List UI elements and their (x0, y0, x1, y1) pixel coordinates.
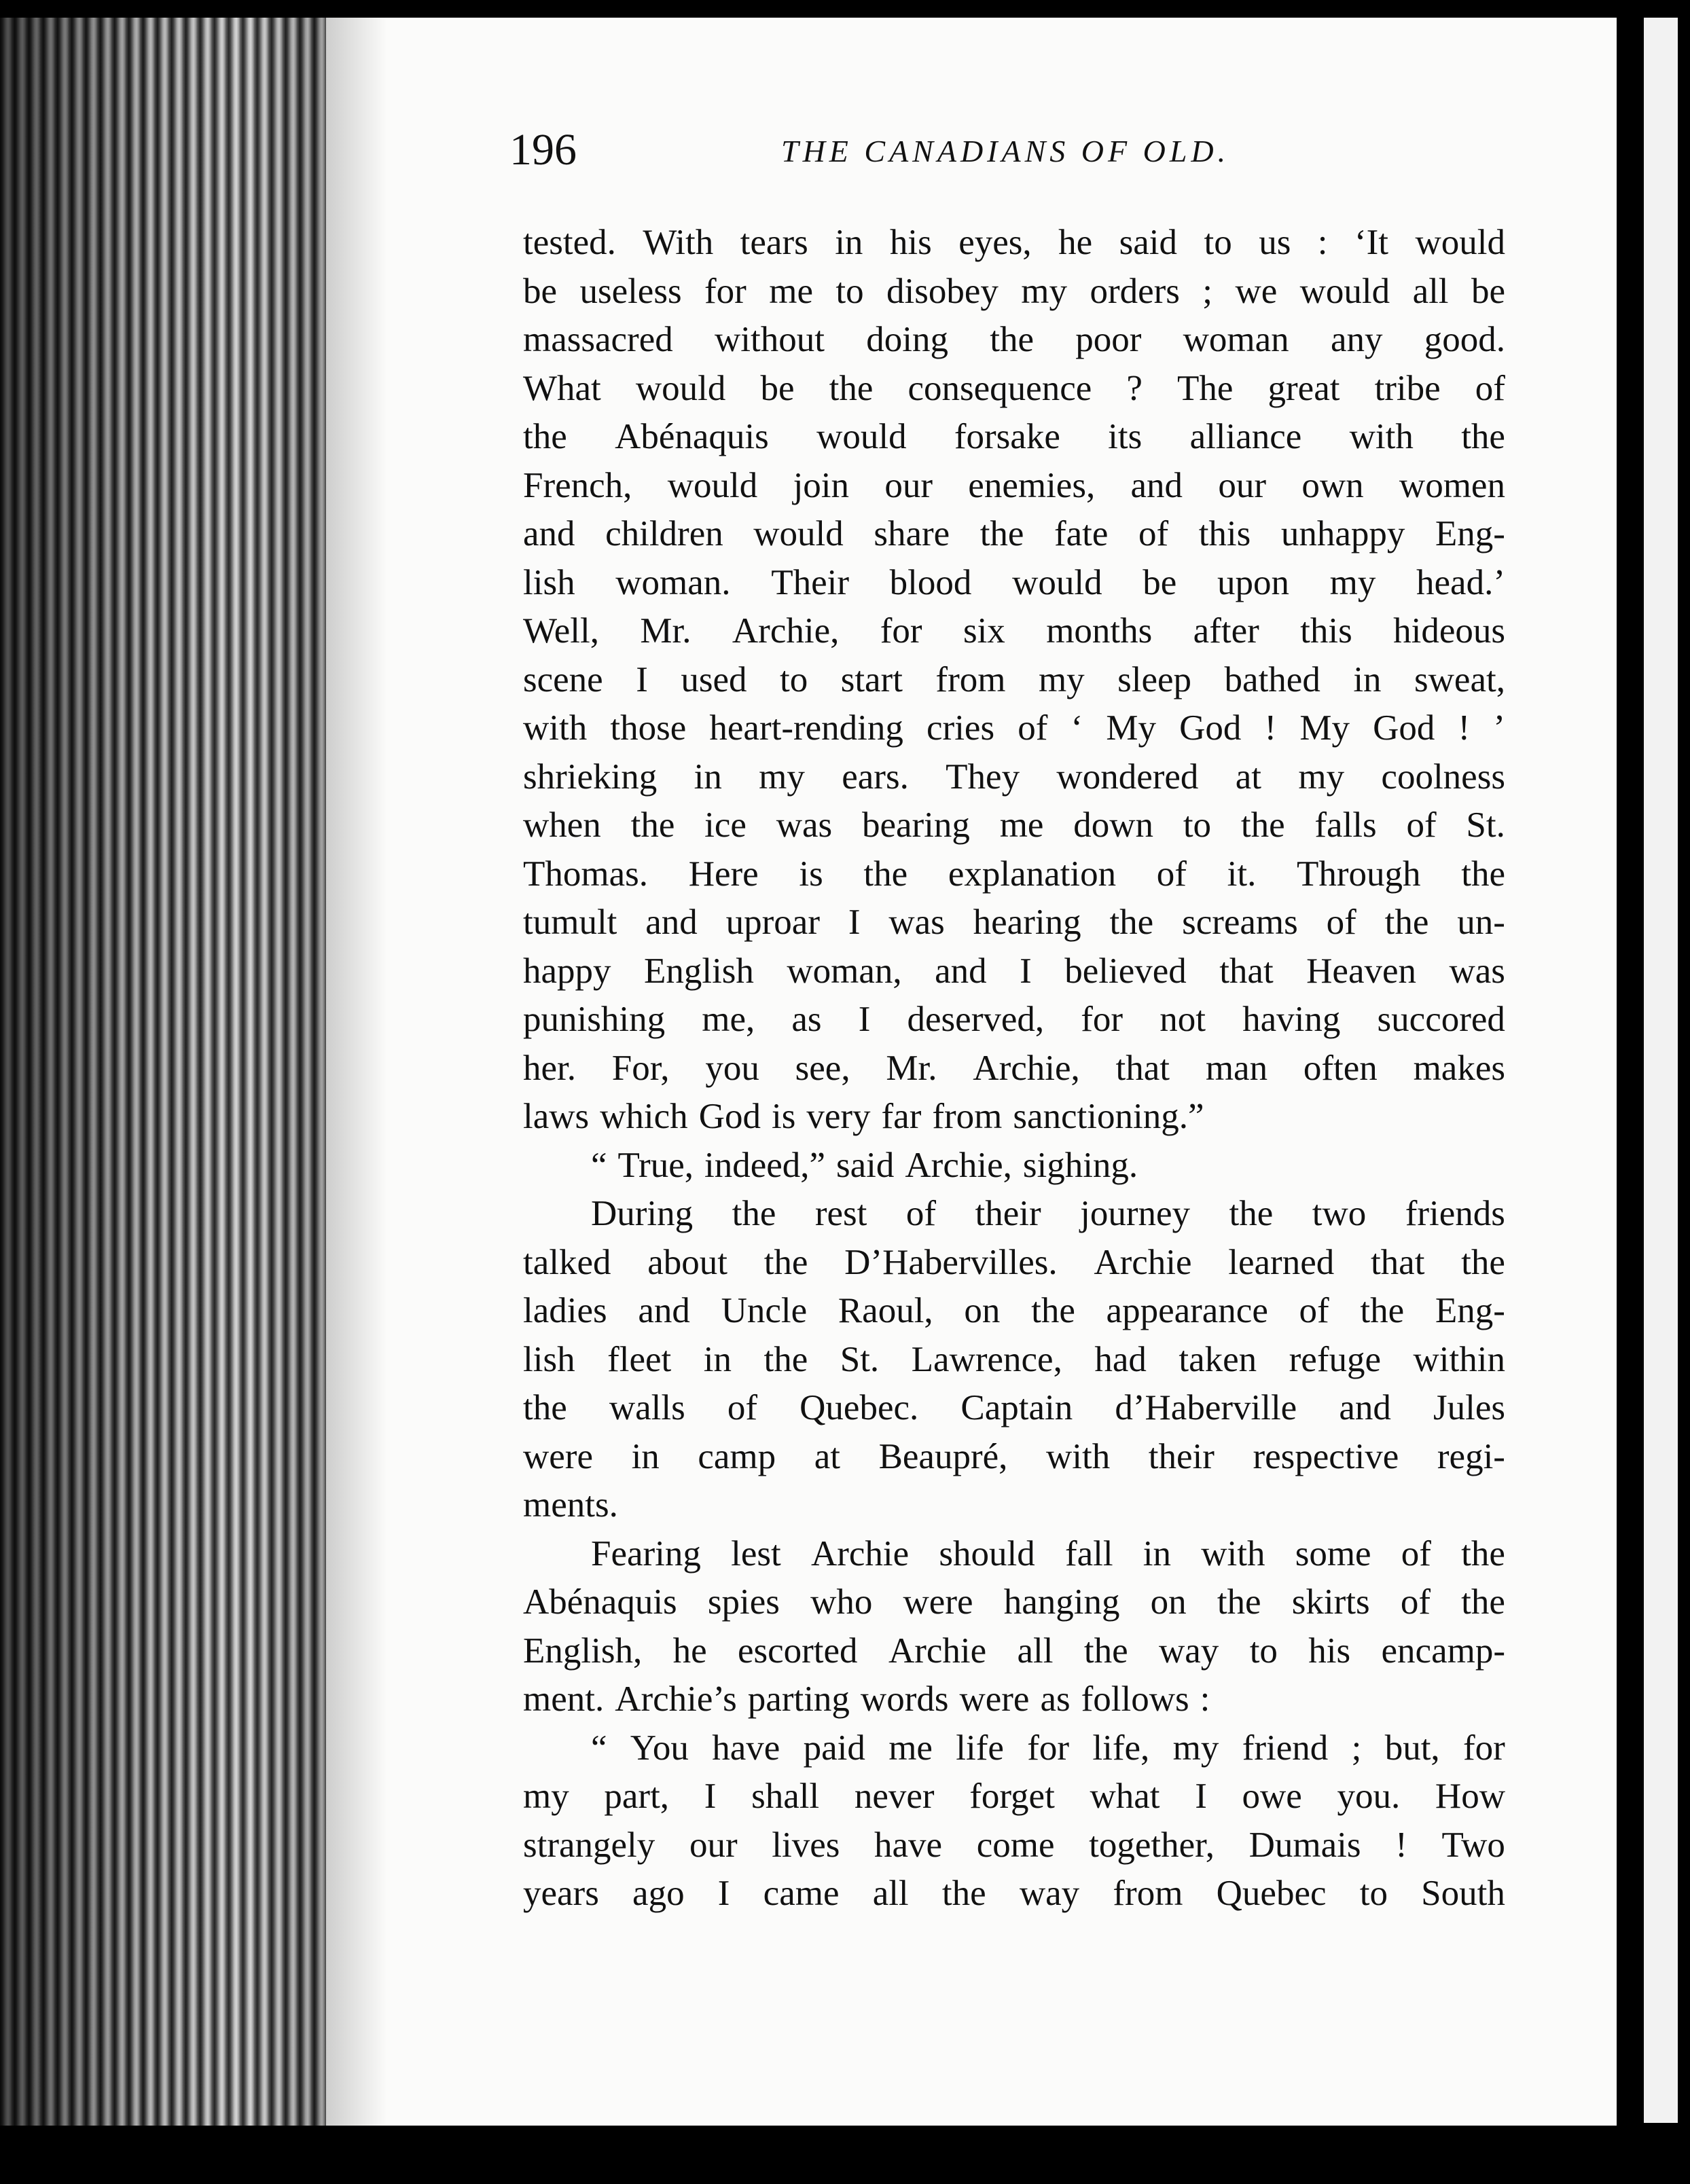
text-line: the walls of Quebec. Captain d’Haberville and Jules (523, 1388, 1505, 1427)
text-line: strangely our lives have come together, Dumais ! Two (523, 1825, 1505, 1865)
text-line: the Abénaquis would forsake its alliance with the (523, 417, 1505, 456)
running-title: THE CANADIANS OF OLD. (781, 134, 1230, 168)
book-page (326, 18, 1617, 2126)
text-line: talked about the D’Habervilles. Archie learned that the (523, 1242, 1505, 1282)
text-line: tested. With tears in his eyes, he said to us : ‘It would (523, 223, 1505, 262)
text-line: tumult and uproar I was hearing the screams of the un- (523, 903, 1505, 942)
text-line: with those heart-rending cries of ‘ My God ! My God ! ’ (523, 708, 1505, 748)
body-text (523, 219, 1505, 1918)
text-line: “ True, indeed,” said Archie, sighing. (591, 1145, 1138, 1185)
text-line: scene I used to start from my sleep bathed in sweat, (523, 659, 1505, 699)
running-head (509, 120, 1596, 194)
text-line: laws which God is very far from sanctioning.” (523, 1097, 1204, 1136)
text-line: be useless for me to disobey my orders ; we would all be (523, 271, 1505, 311)
text-line: punishing me, as I deserved, for not having succored (523, 1000, 1505, 1039)
text-line: ladies and Uncle Raoul, on the appearance of the Eng- (523, 1291, 1505, 1330)
text-line: ments. (523, 1485, 618, 1525)
text-line: French, would join our enemies, and our own women (523, 465, 1505, 505)
text-line: Thomas. Here is the explanation of it. Through the (523, 854, 1505, 894)
text-line: English, he escorted Archie all the way to his encamp- (523, 1631, 1505, 1671)
text-line: Fearing lest Archie should fall in with some of the (591, 1533, 1505, 1573)
bottom-border (0, 2126, 1690, 2184)
facing-page-edge (1644, 18, 1678, 2123)
text-line: and children would share the fate of this unhappy Eng- (523, 514, 1505, 553)
book-page-edges (0, 0, 326, 2184)
text-line: lish fleet in the St. Lawrence, had taken refuge within (523, 1339, 1505, 1379)
text-line: years ago I came all the way from Quebec to South (523, 1874, 1505, 1913)
text-line: massacred without doing the poor woman any good. (523, 320, 1505, 359)
text-line: happy English woman, and I believed that Heaven was (523, 951, 1505, 991)
text-line: Well, Mr. Archie, for six months after this hideous (523, 611, 1505, 651)
text-line: were in camp at Beaupré, with their respective regi- (523, 1436, 1505, 1476)
text-line: “ You have paid me life for life, my friend ; but, for (591, 1728, 1505, 1768)
text-line: when the ice was bearing me down to the falls of St. (523, 805, 1505, 845)
text-line: ment. Archie’s parting words were as follows : (523, 1679, 1210, 1719)
text-line: lish woman. Their blood would be upon my head.’ (523, 562, 1505, 602)
text-line: Abénaquis spies who were hanging on the skirts of the (523, 1582, 1505, 1622)
top-border (0, 0, 1690, 18)
page-number: 196 (509, 125, 577, 175)
text-line: What would be the consequence ? The great tribe of (523, 368, 1505, 408)
text-line: shrieking in my ears. They wondered at my coolness (523, 757, 1505, 797)
edge-shading (0, 0, 326, 2184)
gutter-shadow (326, 18, 387, 2126)
text-line: During the rest of their journey the two friends (591, 1194, 1505, 1233)
text-line: my part, I shall never forget what I owe you. How (523, 1777, 1505, 1816)
text-line: her. For, you see, Mr. Archie, that man often makes (523, 1048, 1505, 1088)
